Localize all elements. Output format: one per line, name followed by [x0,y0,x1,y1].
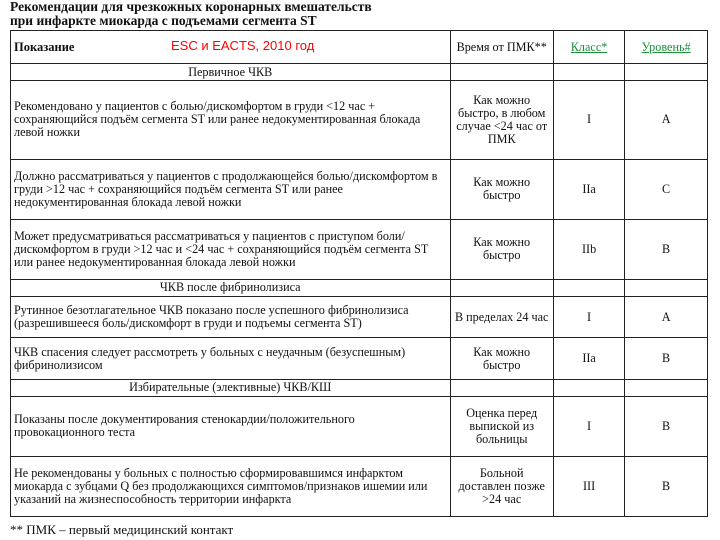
header-class-link[interactable]: Класс* [553,31,624,64]
table-row [11,456,708,516]
level-cell: B [625,396,708,456]
section-elective: Избирательные (элективные) ЧКВ/КШ [11,379,451,396]
header-time: Время от ПМК** [450,31,553,64]
time-cell: Больной доставлен позже >24 час [450,456,553,516]
time-cell: В пределах 24 час [450,296,553,337]
level-cell: A [625,296,708,337]
indication-cell: ЧКВ спасения следует рассмотреть у больных с неудачным (безуспешным) фибринолизисом [11,338,451,379]
section-row [11,379,708,396]
table-row [11,81,708,160]
section-row [11,279,708,296]
table-header-row [11,31,708,64]
indication-cell: Рекомендовано у пациентов с болью/дискомфортом в груди <12 час + сохраняющийся подъём сегмента ST или ранее недокументированная блокада левой ножки [11,81,451,160]
indication-cell: Может предусматриваться рассматриваться у пациентов с приступом боли/дискомфортом в груди >12 час и <24 час + сохраняющийся подъём сегмента ST или ранее недокументированная блокада левой ножки [11,219,451,279]
level-cell: B [625,219,708,279]
footnote: ** ПМК – первый медицинский контакт [10,522,234,537]
level-cell: B [625,338,708,379]
level-cell: A [625,81,708,160]
class-cell: I [553,296,624,337]
table-row [11,296,708,337]
class-cell: IIa [553,159,624,219]
table-row [11,159,708,219]
section-row [11,64,708,81]
class-cell: I [553,396,624,456]
time-cell: Как можно быстро [450,219,553,279]
level-cell: B [625,456,708,516]
guideline-source-label: ESC и EACTS, 2010 год [171,38,315,53]
section-primary-pci: Первичное ЧКВ [11,64,451,81]
indication-cell: Показаны после документирования стенокардии/положительного провокационного теста [11,396,451,456]
table-row [11,396,708,456]
title-line-1: Рекомендации для чрезкожных коронарных вмешательств [10,0,372,14]
title-line-2: при инфаркте миокарда с подъемами сегмента ST [10,13,317,28]
document-title [10,0,610,28]
indication-cell: Должно рассматриваться у пациентов с продолжающейся болью/дискомфортом в груди >12 час + сохраняющийся подъём сегмента ST или ранее недокументированная блокада левой ножки [11,159,451,219]
indication-cell: Не рекомендованы у больных с полностью сформировавшимся инфарктом миокарда с зубцами Q без продолжающихся симптомов/признаков ишемии или указаний на жизнеспособность территории инфаркта [11,456,451,516]
time-cell: Как можно быстро [450,338,553,379]
class-cell: I [553,81,624,160]
class-cell: IIb [553,219,624,279]
time-cell: Как можно быстро, в любом случае <24 час от ПМК [450,81,553,160]
indication-cell: Рутинное безотлагательное ЧКВ показано после успешного фибринолизиса (разрешившееся боль/дискомфорт в груди и подъемы сегмента ST) [11,296,451,337]
section-after-fibrinolysis: ЧКВ после фибринолизиса [11,279,451,296]
time-cell: Оценка перед выпиской из больницы [450,396,553,456]
header-level-link[interactable]: Уровень# [625,31,708,64]
level-cell: C [625,159,708,219]
class-cell: IIa [553,338,624,379]
header-indication: Показание [14,39,75,54]
table-row [11,338,708,379]
class-cell: III [553,456,624,516]
time-cell: Как можно быстро [450,159,553,219]
table-row [11,219,708,279]
header-indication-cell [11,31,451,64]
recommendations-table [10,30,708,517]
